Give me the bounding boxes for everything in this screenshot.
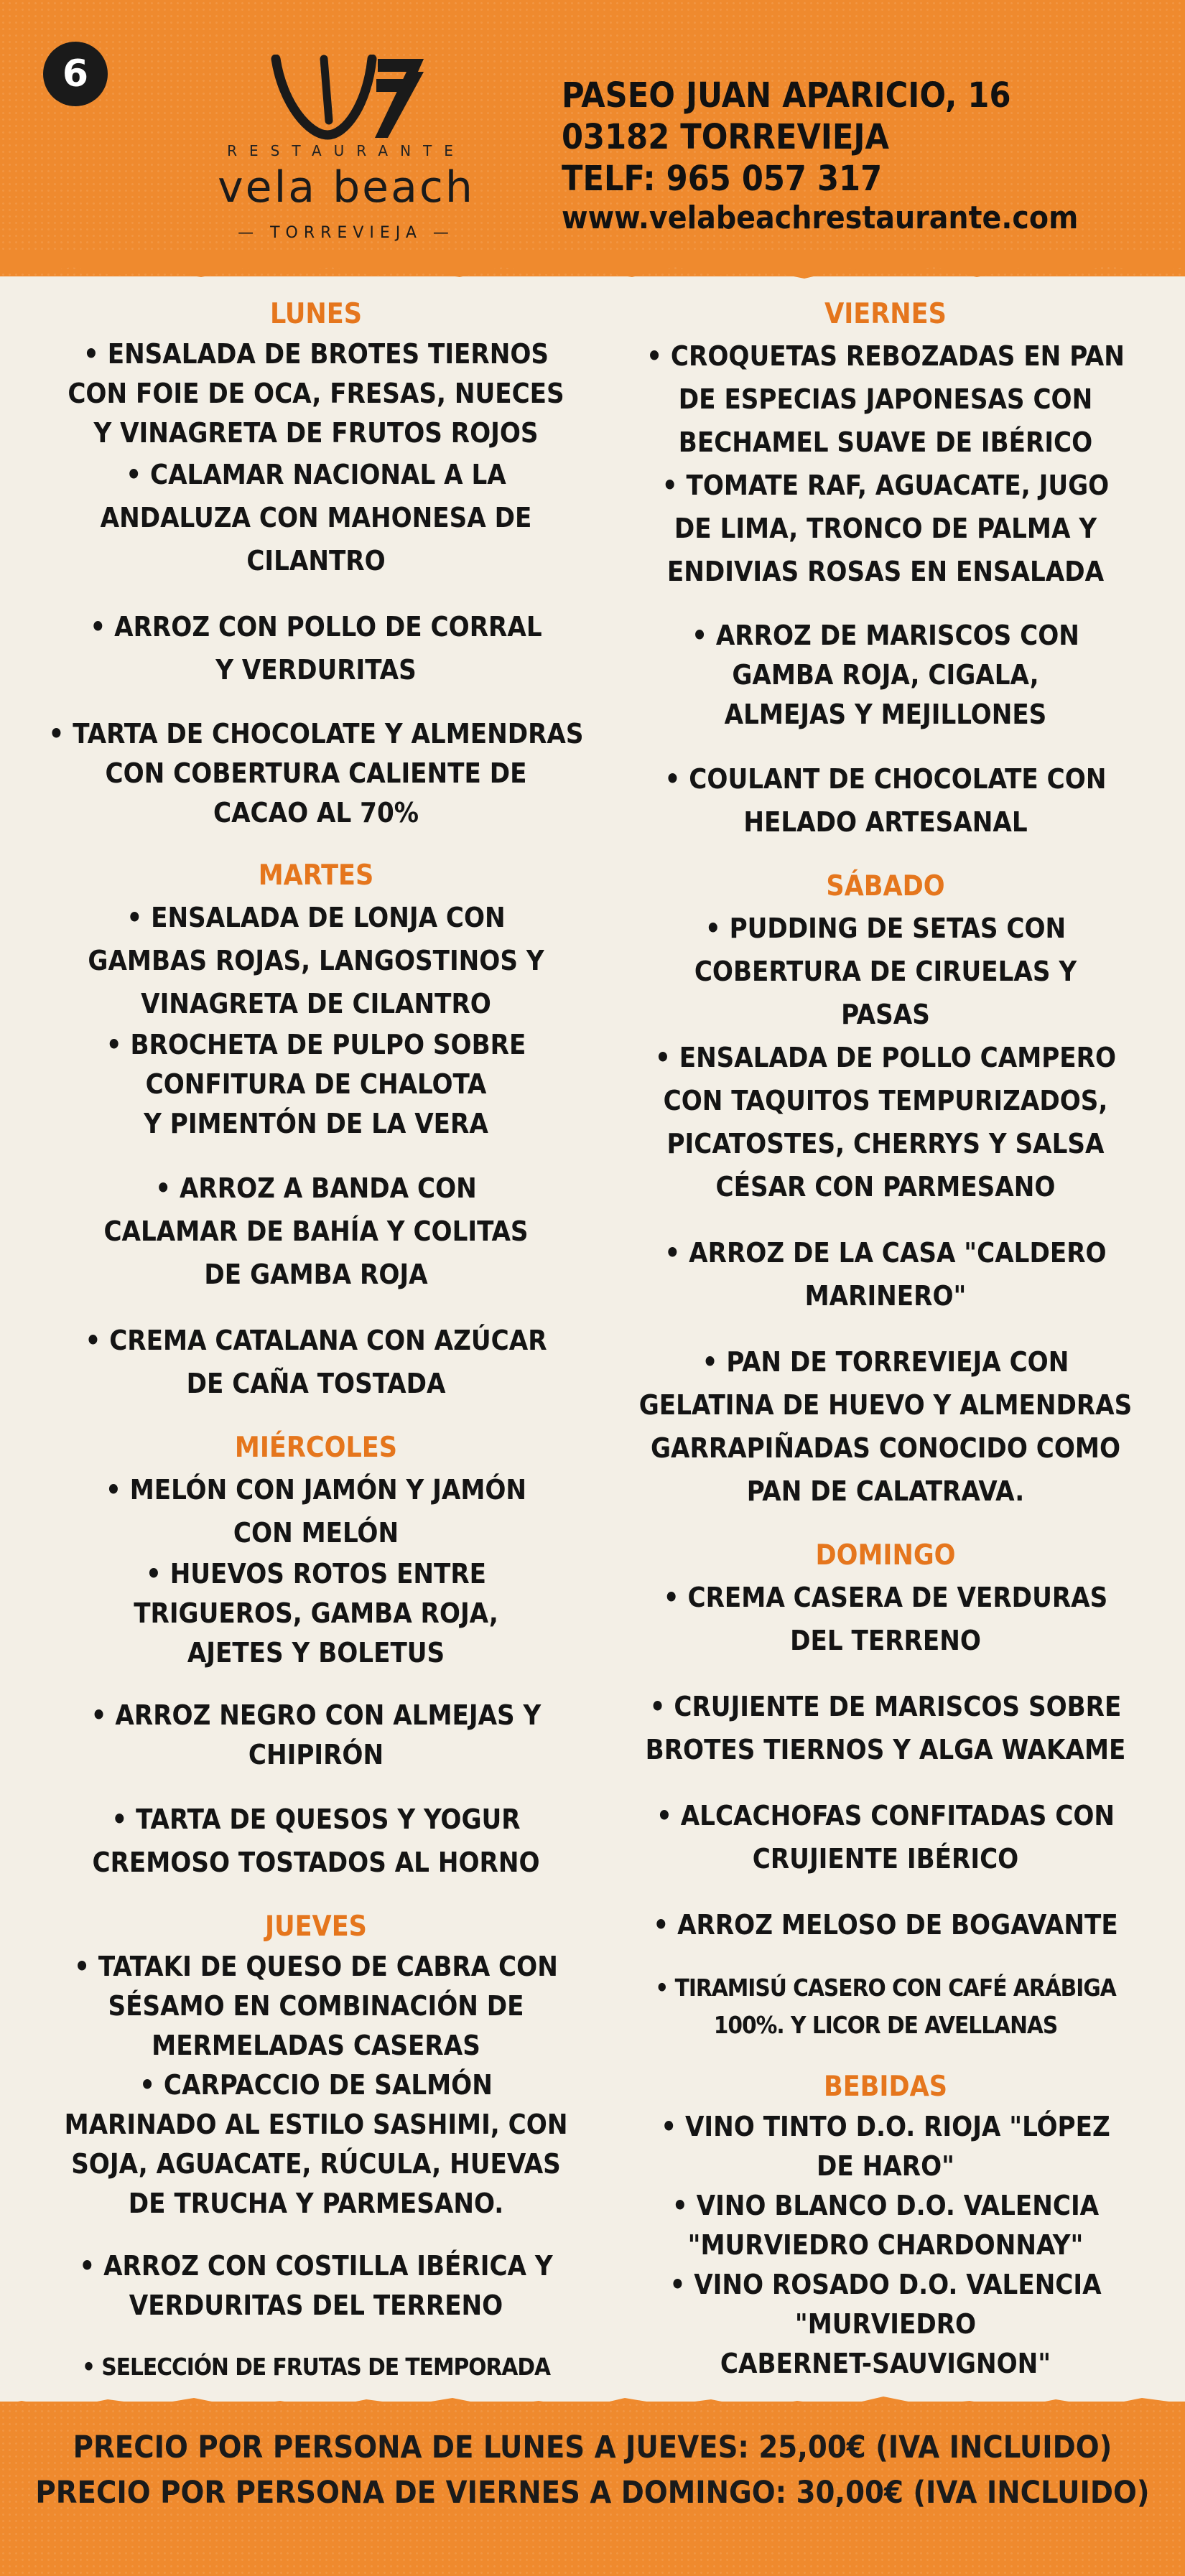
page-number-badge: 6 (43, 42, 108, 106)
menu-line: • ENSALADA DE LONJA CON (126, 902, 506, 933)
menu-line: TRIGUEROS, GAMBA ROJA, (134, 1597, 498, 1629)
menu-line: CON COBERTURA CALIENTE DE (105, 757, 527, 789)
menu-line: DE CAÑA TOSTADA (186, 1368, 446, 1399)
menu-item (32, 605, 600, 691)
menu-item (32, 2066, 600, 2223)
menu-line: MARINERO" (804, 1280, 967, 1312)
menu-line: CACAO AL 70% (213, 797, 419, 829)
menu-line: CON MELÓN (233, 1517, 399, 1549)
menu-line: Y VERDURITAS (215, 654, 417, 686)
menu-line: • ARROZ NEGRO CON ALMEJAS Y (90, 1699, 542, 1731)
menu-line: • TIRAMISÚ CASERO CON CAFÉ ARÁBIGA (655, 1974, 1116, 2002)
menu-line: GELATINA DE HUEVO Y ALMENDRAS (638, 1389, 1133, 1421)
menu-item (602, 1903, 1169, 1946)
menu-line: CILANTRO (246, 545, 386, 577)
menu-line: PICATOSTES, CHERRYS Y SALSA (666, 1128, 1105, 1159)
menu-item (32, 1554, 600, 1673)
menu-line: DE TRUCHA Y PARMESANO. (128, 2188, 504, 2219)
menu-line: BROTES TIERNOS Y ALGA WAKAME (645, 1734, 1126, 1765)
menu-item (602, 1340, 1169, 1513)
menu-line: CÉSAR CON PARMESANO (715, 1171, 1056, 1203)
menu-line: ENDIVIAS ROSAS EN ENSALADA (666, 556, 1105, 587)
menu-line: DE LIMA, TRONCO DE PALMA Y (674, 513, 1097, 544)
menu-line: • ALCACHOFAS CONFITADAS CON (656, 1800, 1115, 1831)
section-title: LUNES (269, 298, 363, 330)
menu-line: CALAMAR DE BAHÍA Y COLITAS (103, 1215, 529, 1247)
menu-line: • PUDDING DE SETAS CON (705, 913, 1066, 944)
menu-line: VINAGRETA DE CILANTRO (141, 988, 491, 1019)
menu-line: GAMBA ROJA, CIGALA, (732, 659, 1039, 691)
menu-item (602, 2186, 1169, 2265)
menu-item (32, 1468, 600, 1554)
menu-line: CABERNET-SAUVIGNON" (720, 2348, 1051, 2379)
section-miercoles (32, 1431, 600, 1884)
menu-line: • HUEVOS ROTOS ENTRE (145, 1558, 487, 1590)
menu-item (602, 2107, 1169, 2186)
menu-line: • ENSALADA DE POLLO CAMPERO (654, 1042, 1117, 1073)
menu-item (32, 2348, 600, 2386)
logo-city-text: — TORREVIEJA — (238, 224, 455, 242)
menu-line: HELADO ARTESANAL (743, 806, 1028, 838)
contact-block (562, 75, 1151, 237)
price-line-weekday: PRECIO POR PERSONA DE LUNES A JUEVES: 25,00€ (IVA INCLUIDO) (73, 2430, 1112, 2465)
menu-line: CREMOSO TOSTADOS AL HORNO (92, 1847, 540, 1878)
menu-line: • TATAKI DE QUESO DE CABRA CON (74, 1951, 558, 1982)
menu-line: PAN DE CALATRAVA. (746, 1475, 1025, 1507)
menu-item (32, 1947, 600, 2066)
menu-item (32, 896, 600, 1025)
section-title: BEBIDAS (823, 2071, 948, 2103)
menu-line: GARRAPIÑADAS CONOCIDO COMO (651, 1432, 1120, 1464)
menu-line: • CALAMAR NACIONAL A LA (126, 459, 506, 490)
section-lunes (32, 297, 600, 833)
menu-item (602, 757, 1169, 844)
menu-line: • ARROZ CON COSTILLA IBÉRICA Y (79, 2250, 553, 2282)
menu-line: "MURVIEDRO CHARDONNAY" (687, 2229, 1084, 2261)
menu-line: DE GAMBA ROJA (204, 1259, 428, 1290)
menu-line: "MURVIEDRO (794, 2308, 977, 2340)
menu-line: ALMEJAS Y MEJILLONES (724, 699, 1047, 730)
menu-line: DEL TERRENO (790, 1625, 981, 1656)
restaurant-logo (188, 55, 504, 256)
menu-line: • VINO BLANCO D.O. VALENCIA (672, 2190, 1100, 2221)
section-title: VIERNES (824, 298, 947, 330)
section-martes (32, 859, 600, 1405)
menu-item (602, 1685, 1169, 1771)
section-sabado (602, 869, 1169, 1513)
menu-line: • CRUJIENTE DE MARISCOS SOBRE (649, 1691, 1122, 1722)
menu-item (602, 1231, 1169, 1317)
section-jueves (32, 1910, 600, 2386)
menu-line: • ARROZ A BANDA CON (155, 1172, 477, 1204)
menu-line: SOJA, AGUACATE, RÚCULA, HUEVAS (71, 2148, 561, 2180)
menu-line: MARINADO AL ESTILO SASHIMI, CON (64, 2109, 568, 2140)
menu-line: • TARTA DE QUESOS Y YOGUR (111, 1803, 521, 1835)
menu-line: • ENSALADA DE BROTES TIERNOS (83, 338, 549, 370)
menu-line: • CREMA CASERA DE VERDURAS (663, 1582, 1108, 1613)
menu-line: • CREMA CATALANA CON AZÚCAR (85, 1325, 547, 1356)
menu-item (32, 1167, 600, 1296)
menu-line: BECHAMEL SUAVE DE IBÉRICO (678, 426, 1093, 458)
section-title: MARTES (258, 859, 374, 892)
menu-line: CONFITURA DE CHALOTA (145, 1068, 487, 1100)
menu-line: CRUJIENTE IBÉRICO (752, 1843, 1019, 1875)
menu-item (602, 1036, 1169, 1208)
torn-edge-top (0, 251, 1185, 294)
section-title: JUEVES (265, 1910, 367, 1943)
menu-column-right (602, 297, 1169, 2384)
section-bebidas (602, 2070, 1169, 2384)
menu-item (602, 907, 1169, 1036)
menu-column-left (32, 297, 600, 2386)
menu-line: • TARTA DE CHOCOLATE Y ALMENDRAS (48, 718, 584, 750)
phone-line: TELF: 965 057 317 (562, 159, 883, 199)
menu-line: • PAN DE TORREVIEJA CON (702, 1346, 1069, 1378)
menu-line: MERMELADAS CASERAS (152, 2030, 480, 2061)
menu-item (32, 1025, 600, 1144)
menu-line: PASAS (841, 999, 930, 1030)
menu-line: DE ESPECIAS JAPONESAS CON (678, 383, 1093, 415)
menu-item (32, 714, 600, 833)
menu-item (32, 2246, 600, 2325)
menu-item (32, 1319, 600, 1405)
menu-item (602, 616, 1169, 734)
menu-item (602, 2265, 1169, 2384)
menu-item (32, 335, 600, 453)
menu-item (602, 335, 1169, 464)
section-viernes (602, 297, 1169, 844)
menu-item (602, 1576, 1169, 1662)
menu-line: • VINO ROSADO D.O. VALENCIA (669, 2269, 1102, 2300)
menu-line: CHIPIRÓN (248, 1739, 384, 1770)
price-info (0, 2425, 1185, 2516)
menu-line: • ARROZ CON POLLO DE CORRAL (90, 611, 542, 643)
address-line: PASEO JUAN APARICIO, 16 (562, 75, 1011, 116)
menu-line: GAMBAS ROJAS, LANGOSTINOS Y (88, 945, 544, 976)
vela-logo-icon (270, 55, 428, 141)
logo-restaurante-text: RESTAURANTE (227, 142, 465, 159)
menu-line: CON TAQUITOS TEMPURIZADOS, (663, 1085, 1108, 1116)
price-line-weekend: PRECIO POR PERSONA DE VIERNES A DOMINGO: 30,00€ (IVA INCLUIDO) (35, 2475, 1150, 2511)
section-title: SÁBADO (826, 870, 945, 902)
menu-line: • TOMATE RAF, AGUACATE, JUGO (661, 470, 1110, 501)
menu-line: AJETES Y BOLETUS (187, 1637, 445, 1669)
menu-line: Y VINAGRETA DE FRUTOS ROJOS (93, 417, 539, 449)
menu-line: ANDALUZA CON MAHONESA DE (100, 502, 532, 533)
menu-line: • SELECCIÓN DE FRUTAS DE TEMPORADA (82, 2353, 550, 2381)
menu-item (602, 464, 1169, 593)
menu-line: • ARROZ DE MARISCOS CON (692, 620, 1079, 651)
website-link[interactable]: www.velabeachrestaurante.com (562, 200, 1079, 236)
menu-line: SÉSAMO EN COMBINACIÓN DE (108, 1990, 524, 2022)
menu-line: • COULANT DE CHOCOLATE CON (664, 763, 1107, 795)
menu-line: • CROQUETAS REBOZADAS EN PAN (646, 340, 1125, 372)
menu-line: • ARROZ DE LA CASA "CALDERO (664, 1237, 1107, 1269)
postal-line: 03182 TORREVIEJA (562, 117, 889, 157)
menu-line: VERDURITAS DEL TERRENO (129, 2290, 503, 2321)
logo-brand-name: vela beach (218, 162, 475, 213)
section-domingo (602, 1539, 1169, 2044)
section-title: MIÉRCOLES (234, 1432, 398, 1464)
header-banner (0, 0, 1185, 276)
menu-line: • ARROZ MELOSO DE BOGAVANTE (653, 1909, 1118, 1941)
menu-line: • VINO TINTO D.O. RIOJA "LÓPEZ (661, 2111, 1110, 2142)
menu-line: • CARPACCIO DE SALMÓN (139, 2069, 493, 2101)
menu-item (602, 1794, 1169, 1880)
menu-line: • MELÓN CON JAMÓN Y JAMÓN (105, 1474, 527, 1506)
menu-line: DE HARO" (817, 2150, 954, 2182)
menu-line: COBERTURA DE CIRUELAS Y (694, 956, 1077, 987)
menu-item (32, 1798, 600, 1884)
menu-line: 100%. Y LICOR DE AVELLANAS (713, 2011, 1058, 2039)
menu-line: Y PIMENTÓN DE LA VERA (144, 1108, 488, 1139)
menu-line: CON FOIE DE OCA, FRESAS, NUECES (68, 378, 564, 409)
menu-item (32, 453, 600, 582)
menu-item (32, 1696, 600, 1775)
menu-item (602, 1969, 1169, 2044)
section-title: DOMINGO (815, 1539, 956, 1572)
menu-line: • BROCHETA DE PULPO SOBRE (106, 1029, 526, 1060)
